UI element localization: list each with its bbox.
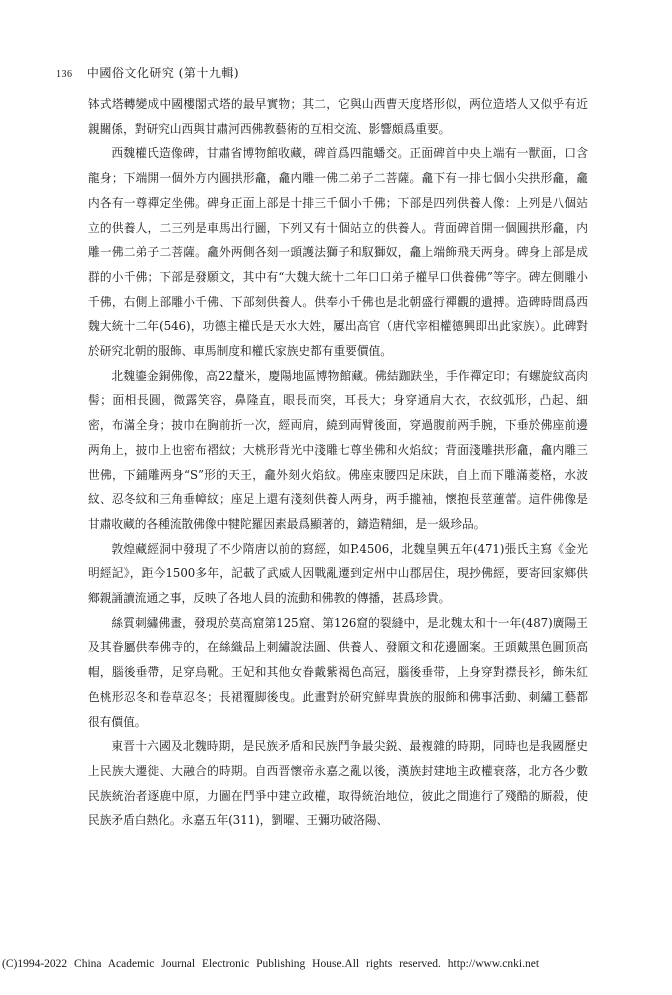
journal-title: 中國俗文化研究 (第十九輯)	[86, 66, 240, 80]
article-body	[88, 92, 588, 833]
copyright-footer: (C)1994-2022 China Academic Journal Electronic Publishing House.All rights reserved. http://www.cnki.net	[2, 958, 540, 970]
paragraph-continuation: 钵式塔轉變成中國樓閣式塔的最早實物；其二，它與山西曹天度塔形似，两位造塔人又似乎有近親關係，對研究山西與甘肅河西佛教藝術的互相交流、影響頗爲重要。	[88, 97, 588, 136]
running-header	[56, 64, 239, 81]
page-number: 136	[56, 69, 73, 80]
paragraph-western-wei-stele: 西魏權氏造像碑，甘肅省博物館收藏，碑首爲四龍蟠交。正面碑首中央上端有一獸面，口含龍身；下端開一個外方内圓拱形龕，龕内雕一佛二弟子二菩薩。龕下有一排七個小尖拱形龕，龕内各有一尊禪定坐佛。碑身正面上部是十排三千個小千佛；下部是四列供養人像：上列是八個站立的供養人，二三列是車馬出行圖，下列又有十個站立的供養人。背面碑首開一個圓拱形龕，内雕一佛二弟子二菩薩。龕外两側各刻一頭護法獅子和馭獅奴，龕上端飾飛天两身。碑身上部是成群的小千佛；下部是發願文，其中有“大魏大統十二年口口弟子權早口供養佛”等字。碑左側雕小千佛，右側上部雕小千佛、下部刻供養人。供奉小千佛也是北朝盛行禪觀的遺搏。造碑時間爲西魏大統十二年(546)，功德主權氏是天水大姓，屢出高官（唐代宰相權德興即出此家族）。此碑對於研究北朝的服飾、車馬制度和權氏家族史都有重要價值。	[88, 146, 588, 359]
paragraph-gilt-bronze-buddha: 北魏鎏金銅佛像，高22釐米，慶陽地區博物館藏。佛結跏趺坐，手作禪定印；有螺旋紋高肉髻；面相長圓，微露笑容，鼻隆直，眼長而突，耳長大；身穿通肩大衣，衣紋弧形，凸起、細密，布滿全身；披巾在胸前折一次，經両肩，繞到両臂後面，穿過腹前两手腕，下垂於佛座前邊两角上，披巾上也密布褶紋；大桃形背光中淺雕七尊坐佛和火焰紋；背面淺雕拱形龕，龕内雕三世佛，下鋪雕两身“S”形的天王，龕外刻火焰紋。佛座束腰四足床趺，自上而下雕滿菱格，水波紋、忍冬紋和三角垂幛紋；座足上還有淺刻供養人两身，两手攏袖，懷抱長莖蓮蕾。這件佛像是甘肅收藏的各種流散佛像中犍陀羅因素最爲顯著的，鑄造精細，是一級珍品。	[88, 368, 588, 531]
paragraph-sixteen-kingdoms: 東晋十六國及北魏時期，是民族矛盾和民族鬥争最尖鋭、最複雜的時期，同時也是我國歷史上民族大遷徙、大融合的時期。自西晋懷帝永嘉之亂以後，漢族封建地主政權衰落，北方各少數民族統治者逐鹿中原，力圖在鬥爭中建立政權，取得統治地位，彼此之間進行了殘酷的厮殺，使民族矛盾白熱化。永嘉五年(311)，劉曜、王彌功破洛陽、	[88, 739, 588, 828]
paragraph-embroidered-painting: 絲質刺繡佛畫，發現於莫高窟第125窟、第126窟的裂縫中，是北魏太和十一年(487)廣陽王及其眷屬供奉佛寺的，在絲織品上刺繡說法圖、供養人、發願文和花邊圖案。王頭戴黑色圓顶高帽，腦後垂帶，足穿烏靴。王妃和其他女眷戴紫褐色高冠，腦後垂带，上身穿對襟長衫，飾朱紅色桃形忍冬和卷草忍冬；長裙覆脚後曳。此畫對於研究鮮卑貴族的服飾和佛事活動、刺繡工藝都很有價值。	[88, 615, 588, 729]
paragraph-dunhuang-sutra: 敦煌藏經洞中發現了不少隋唐以前的寫經，如P.4506，北魏皇興五年(471)張氏主寫《金光明經記》，距今1500多年，記載了武威人因戰亂遷到定州中山郡居住，現抄佛經，要寄回家鄉供鄉親誦讀流通之事，反映了各地人員的流動和佛教的傳播，甚爲珍貴。	[88, 541, 588, 606]
